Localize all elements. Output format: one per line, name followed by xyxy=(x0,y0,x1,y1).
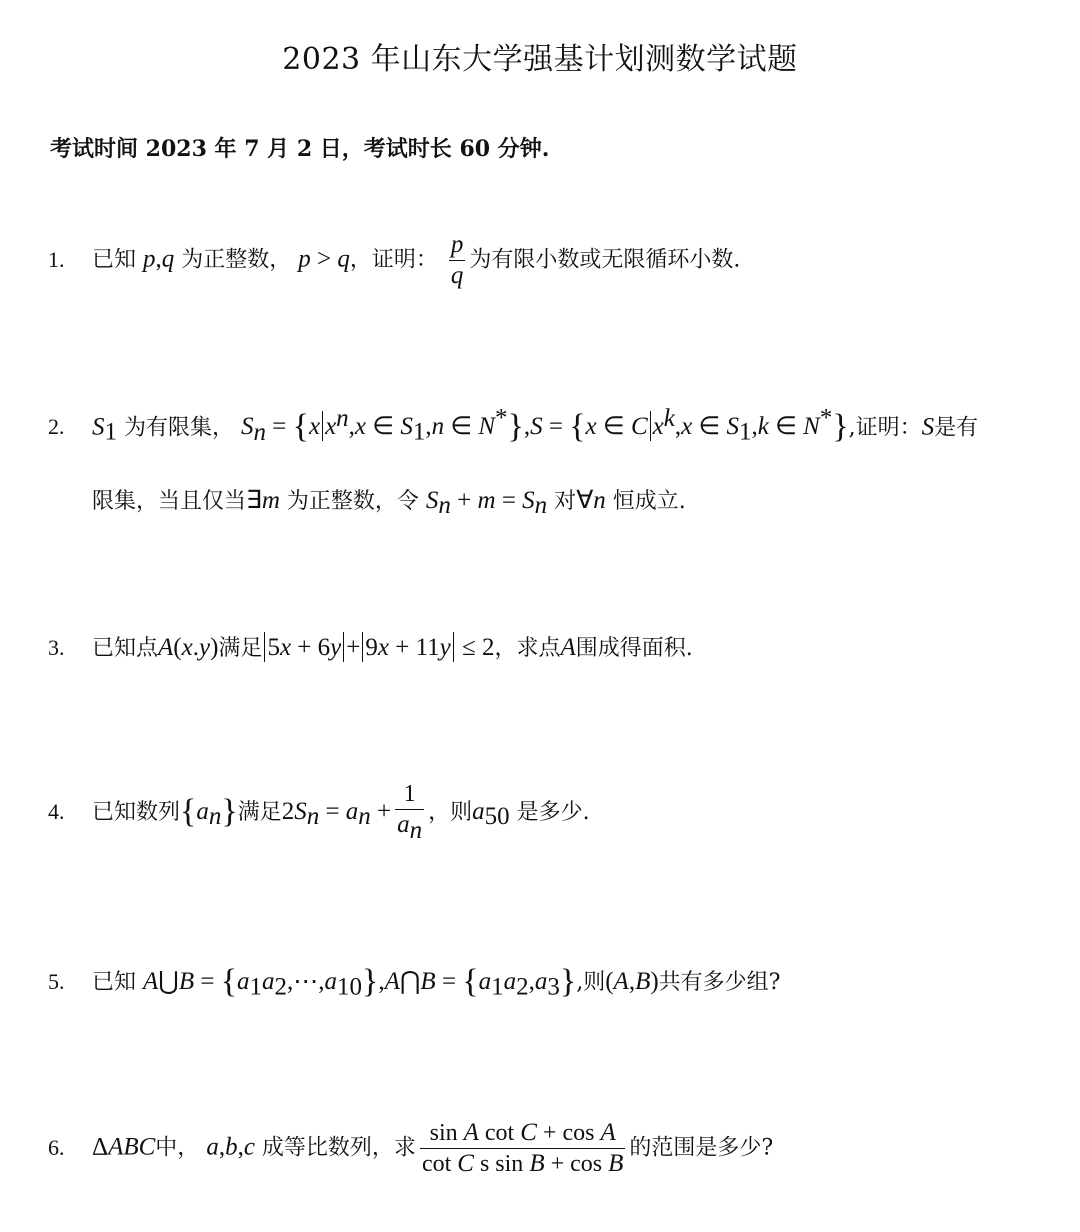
problem-5: 5. 已知 A⋃B = $\{a_1a_2,\cdots,a_{10}\},A⋂B = \{a_1a_2,a_3\}$,则(A,B)共有多少组? xyxy=(48,963,781,1001)
math-expression: p xyxy=(298,245,311,273)
fraction: $\frac{\text{sin A cot C + cos A}}{\text{cot C s sin B + cos B}}$ xyxy=(421,1119,624,1177)
math-expression: p xyxy=(143,245,156,273)
problem-number: 1. xyxy=(48,246,65,272)
problem-number: 5. xyxy=(48,969,65,994)
page-title: 2023 年山东大学强基计划测数学试题 xyxy=(282,42,798,77)
problem-number: 3. xyxy=(48,635,65,660)
problem-number: 4. xyxy=(48,798,65,824)
problem-3: 3. 已知点A(x.y)满足 5x + 6y + 9x + 11y ≤ 2，求点A围成得面积. xyxy=(48,634,693,661)
problem-6: 6. ΔABC中， a,b,c 成等比数列，求 $\frac{\text{sin A cot C + cos A}}{\text{cot C s sin B + cos B}}$ 的范围是多少? xyxy=(48,1119,774,1177)
math-expression: $S_n = \{x$ $x^n,x$ ∈ $S_1,n$ ∈ N*},S = {x ∈ C $x^k,x$ ∈ $S_1,k$ ∈ N*} xyxy=(241,405,849,446)
problem-4: 4. 已知数列$\{a_n\}$满足$2S_n = a_n$ + $\frac{1}{a_n}$ ，则$a_{50}$ 是多少. xyxy=(48,781,590,844)
problem-2: 2. $S_1$ 为有限集， $S_n = \{x$ $x^n,x$ ∈ $S_1,n$ ∈ N*},S = {x ∈ C $x^k,x$ ∈ $S_1,k$ ∈ N*},证明：S是有 xyxy=(48,405,979,446)
fraction: $\frac{1}{a_n}$ xyxy=(397,781,423,844)
fraction: $\frac{p}{q}$ xyxy=(450,231,464,289)
exam-info: 考试时间 2023 年 7 月 2 日，考试时长 60 分钟. xyxy=(50,136,550,162)
problem-number: 2. xyxy=(48,414,65,440)
problem-2-continued: 限集，当且仅当∃m 为正整数，令 $S_n + m = S_n$ 对∀n 恒成立. xyxy=(92,487,686,520)
problem-number: 6. xyxy=(48,1134,65,1160)
problem-1: 1. 已知 p,q 为正整数， p > q，证明： $\frac{p}{q}$ 为有限小数或无限循环小数. xyxy=(48,231,741,289)
